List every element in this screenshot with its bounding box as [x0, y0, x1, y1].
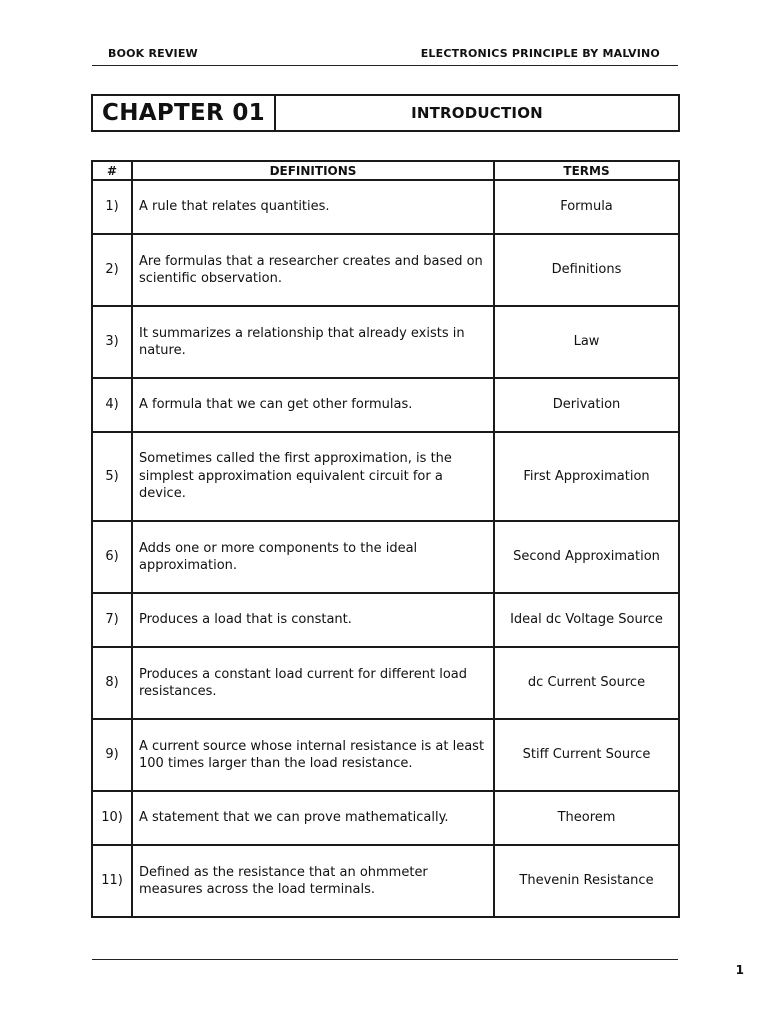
row-term: Thevenin Resistance	[494, 845, 679, 917]
row-number: 8)	[92, 647, 132, 719]
row-term: Stiff Current Source	[494, 719, 679, 791]
row-term: First Approximation	[494, 432, 679, 521]
chapter-number: CHAPTER 01	[93, 96, 276, 130]
row-term: Law	[494, 306, 679, 378]
row-term: Derivation	[494, 378, 679, 432]
table-row	[92, 521, 679, 593]
row-definition: A current source whose internal resistance is at least 100 times larger than the load resistance.	[132, 719, 494, 791]
table-row	[92, 180, 679, 234]
row-definition: A formula that we can get other formulas.	[132, 378, 494, 432]
row-number: 6)	[92, 521, 132, 593]
row-term: dc Current Source	[494, 647, 679, 719]
column-header-terms: TERMS	[494, 161, 679, 180]
row-number: 2)	[92, 234, 132, 306]
header-book-title: ELECTRONICS PRINCIPLE BY MALVINO	[420, 47, 660, 60]
row-definition: It summarizes a relationship that already exists in nature.	[132, 306, 494, 378]
table-row	[92, 647, 679, 719]
row-definition: Produces a constant load current for different load resistances.	[132, 647, 494, 719]
row-definition: A statement that we can prove mathematically.	[132, 791, 494, 845]
chapter-title: INTRODUCTION	[411, 104, 543, 122]
definitions-table	[91, 160, 680, 918]
table-row	[92, 845, 679, 917]
row-definition: Adds one or more components to the ideal approximation.	[132, 521, 494, 593]
footer-rule	[92, 959, 678, 960]
row-number: 10)	[92, 791, 132, 845]
table-row	[92, 378, 679, 432]
row-number: 3)	[92, 306, 132, 378]
header-book-review: BOOK REVIEW	[108, 47, 198, 60]
table-row	[92, 791, 679, 845]
row-number: 4)	[92, 378, 132, 432]
row-definition: Defined as the resistance that an ohmmeter measures across the load terminals.	[132, 845, 494, 917]
chapter-banner	[91, 94, 680, 132]
row-number: 5)	[92, 432, 132, 521]
column-header-number: #	[92, 161, 132, 180]
table-row	[92, 432, 679, 521]
table-row	[92, 593, 679, 647]
row-term: Second Approximation	[494, 521, 679, 593]
row-definition: Sometimes called the first approximation, is the simplest approximation equivalent circuit for a device.	[132, 432, 494, 521]
row-term: Ideal dc Voltage Source	[494, 593, 679, 647]
row-number: 11)	[92, 845, 132, 917]
table-row	[92, 234, 679, 306]
row-definition: Produces a load that is constant.	[132, 593, 494, 647]
row-number: 7)	[92, 593, 132, 647]
column-header-definitions: DEFINITIONS	[132, 161, 494, 180]
table-header-row	[92, 161, 679, 180]
row-number: 9)	[92, 719, 132, 791]
table-row	[92, 306, 679, 378]
row-term: Formula	[494, 180, 679, 234]
page-header	[92, 46, 678, 66]
row-definition: Are formulas that a researcher creates and based on scientific observation.	[132, 234, 494, 306]
page-number: 1	[735, 963, 744, 977]
row-number: 1)	[92, 180, 132, 234]
row-term: Theorem	[494, 791, 679, 845]
row-definition: A rule that relates quantities.	[132, 180, 494, 234]
table-row	[92, 719, 679, 791]
row-term: Definitions	[494, 234, 679, 306]
